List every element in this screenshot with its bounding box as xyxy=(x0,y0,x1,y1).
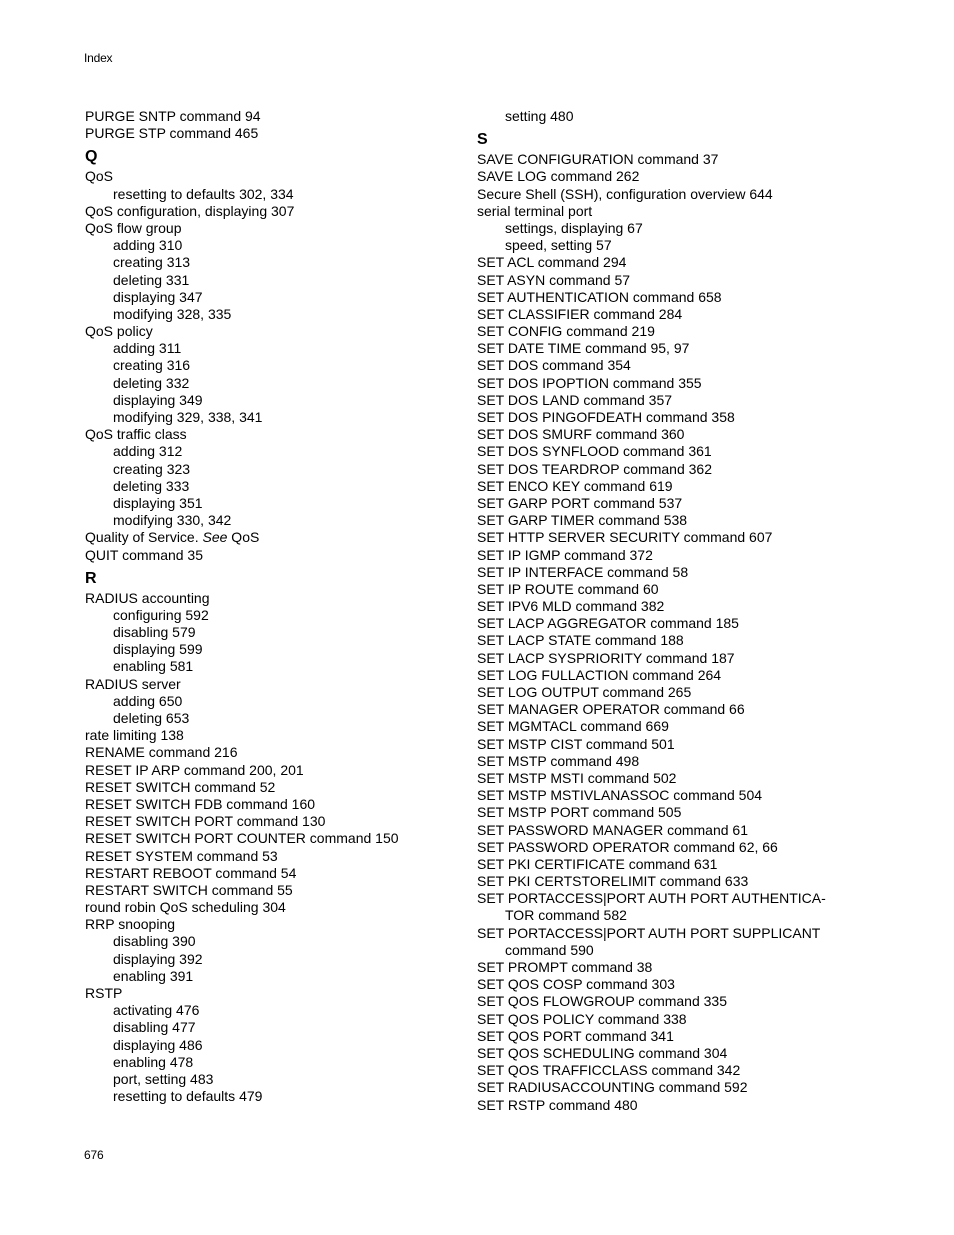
index-entry: SET QOS PORT command 341 xyxy=(477,1027,674,1044)
index-subentry: creating 316 xyxy=(113,357,191,374)
index-entry: SET PORTACCESS|PORT AUTH PORT AUTHENTICA- xyxy=(477,890,826,907)
running-header: Index xyxy=(84,51,113,65)
index-entry: SET MSTP MSTIVLANASSOC command 504 xyxy=(477,787,763,804)
index-entry-text: Quality of Service. xyxy=(85,529,203,546)
index-entry: SET MANAGER OPERATOR command 66 xyxy=(477,701,745,718)
index-entry: QoS xyxy=(85,168,114,185)
see-target: QoS xyxy=(227,529,260,546)
index-subentry: deleting 332 xyxy=(113,374,190,391)
see-word: See xyxy=(202,529,228,546)
index-section-letter: R xyxy=(85,569,97,587)
index-entry: SET MSTP CIST command 501 xyxy=(477,735,675,752)
index-entry: SET DATE TIME command 95, 97 xyxy=(477,340,690,357)
index-subentry: disabling 477 xyxy=(113,1019,196,1036)
index-subentry: modifying 329, 338, 341 xyxy=(113,409,263,425)
index-entry: QoS flow group xyxy=(85,219,182,236)
index-entry: SET PROMPT command 38 xyxy=(477,959,653,975)
index-subentry: deleting 333 xyxy=(113,477,190,494)
index-entry: SET PASSWORD MANAGER command 61 xyxy=(477,821,748,838)
index-entry: RENAME command 216 xyxy=(85,744,238,761)
index-entry: SET LACP AGGREGATOR command 185 xyxy=(477,615,739,632)
index-subentry: adding 312 xyxy=(113,443,183,460)
index-entry: SET MSTP MSTI command 502 xyxy=(477,769,677,786)
index-subentry: adding 311 xyxy=(113,340,182,357)
index-entry: SET RADIUSACCOUNTING command 592 xyxy=(477,1079,748,1096)
index-entry: SET DOS command 354 xyxy=(477,357,631,374)
index-subentry: creating 313 xyxy=(113,254,191,271)
index-entry: SET GARP TIMER command 538 xyxy=(477,512,688,529)
index-entry: SET RSTP command 480 xyxy=(477,1096,638,1113)
index-subentry: displaying 349 xyxy=(113,391,203,408)
index-column-left xyxy=(85,108,465,1105)
index-entry: serial terminal port xyxy=(477,202,593,219)
index-subentry: deleting 331 xyxy=(113,271,190,288)
index-subentry: deleting 653 xyxy=(113,710,190,726)
index-entry: RESTART SWITCH command 55 xyxy=(85,881,293,898)
index-subentry: displaying 392 xyxy=(113,950,203,967)
index-subentry: activating 476 xyxy=(113,1002,200,1019)
index-column-right xyxy=(477,108,877,1114)
index-subentry: adding 310 xyxy=(113,237,183,254)
index-subentry: speed, setting 57 xyxy=(505,237,612,254)
index-subentry: disabling 390 xyxy=(113,933,196,950)
index-subentry: command 590 xyxy=(505,941,594,958)
index-subentry: enabling 478 xyxy=(113,1053,194,1070)
index-subentry: displaying 599 xyxy=(113,641,203,658)
index-entry: RESET IP ARP command 200, 201 xyxy=(85,761,304,778)
index-entry: RRP snooping xyxy=(85,916,176,933)
index-subentry: setting 480 xyxy=(505,108,574,124)
index-entry: QUIT command 35 xyxy=(85,546,204,563)
index-entry: SET QOS SCHEDULING command 304 xyxy=(477,1044,728,1061)
index-entry: SET IP ROUTE command 60 xyxy=(477,580,659,597)
index-entry: SET PASSWORD OPERATOR command 62, 66 xyxy=(477,838,778,855)
index-entry: SET QOS COSP command 303 xyxy=(477,976,675,993)
index-entry: SET IP INTERFACE command 58 xyxy=(477,563,689,580)
index-entry: SET PORTACCESS|PORT AUTH PORT SUPPLICANT xyxy=(477,924,821,941)
index-entry: SET DOS PINGOFDEATH command 358 xyxy=(477,409,735,425)
index-subentry: port, setting 483 xyxy=(113,1070,214,1087)
index-section-letter: Q xyxy=(85,148,98,166)
index-subentry: configuring 592 xyxy=(113,606,209,623)
index-subentry: modifying 330, 342 xyxy=(113,512,232,529)
index-subentry: enabling 581 xyxy=(113,658,194,675)
index-subentry: resetting to defaults 479 xyxy=(113,1088,263,1105)
index-entry: PURGE SNTP command 94 xyxy=(85,108,261,124)
index-entry: SET DOS SMURF command 360 xyxy=(477,426,685,443)
index-entry: SET MSTP command 498 xyxy=(477,752,640,769)
index-entry: rate limiting 138 xyxy=(85,727,184,744)
index-entry: PURGE STP command 465 xyxy=(85,125,259,142)
index-entry: SET CONFIG command 219 xyxy=(477,323,655,340)
index-entry: SET PKI CERTSTORELIMIT command 633 xyxy=(477,873,749,890)
index-entry: RESET SWITCH FDB command 160 xyxy=(85,795,316,812)
index-entry: SET ASYN command 57 xyxy=(477,271,631,288)
index-entry: round robin QoS scheduling 304 xyxy=(85,899,286,916)
index-entry: SAVE LOG command 262 xyxy=(477,168,640,185)
index-entry: RESET SWITCH command 52 xyxy=(85,778,276,795)
index-entry: SET ENCO KEY command 619 xyxy=(477,477,673,494)
index-subentry: disabling 579 xyxy=(113,624,196,641)
index-entry: Secure Shell (SSH), configuration overview 644 xyxy=(477,185,773,202)
index-subentry: creating 323 xyxy=(113,460,191,477)
index-entry: SET HTTP SERVER SECURITY command 607 xyxy=(477,529,773,546)
index-entry: SET ACL command 294 xyxy=(477,254,627,271)
index-entry: QoS configuration, displaying 307 xyxy=(85,202,295,219)
index-entry: SET LOG OUTPUT command 265 xyxy=(477,684,692,700)
index-see-reference xyxy=(85,529,465,546)
index-entry: SET LOG FULLACTION command 264 xyxy=(477,666,722,683)
index-entry: SET DOS SYNFLOOD command 361 xyxy=(477,443,712,460)
index-subentry: enabling 391 xyxy=(113,967,194,984)
index-entry: QoS policy xyxy=(85,323,153,340)
index-entry: SET LACP SYSPRIORITY command 187 xyxy=(477,649,735,666)
index-entry: RESTART REBOOT command 54 xyxy=(85,864,297,881)
index-subentry: settings, displaying 67 xyxy=(505,219,643,236)
index-subentry: displaying 347 xyxy=(113,288,203,305)
index-entry: SET MGMTACL command 669 xyxy=(477,718,669,735)
index-entry: SET PKI CERTIFICATE command 631 xyxy=(477,855,718,872)
index-subentry: adding 650 xyxy=(113,692,183,709)
index-subentry: displaying 351 xyxy=(113,494,203,511)
index-entry: QoS traffic class xyxy=(85,426,187,443)
index-entry: SET DOS LAND command 357 xyxy=(477,391,673,408)
index-entry: RESET SWITCH PORT COUNTER command 150 xyxy=(85,830,399,847)
index-entry: SET AUTHENTICATION command 658 xyxy=(477,288,722,305)
index-entry: RADIUS accounting xyxy=(85,589,210,606)
index-section-letter: S xyxy=(477,131,488,149)
index-entry: SET IP IGMP command 372 xyxy=(477,546,653,563)
index-subentry: resetting to defaults 302, 334 xyxy=(113,185,294,202)
index-subentry: TOR command 582 xyxy=(505,907,627,924)
index-entry: SET QOS POLICY command 338 xyxy=(477,1010,687,1027)
index-subentry: displaying 486 xyxy=(113,1036,203,1053)
index-entry: SET QOS TRAFFICCLASS command 342 xyxy=(477,1062,741,1079)
index-subentry: modifying 328, 335 xyxy=(113,305,232,322)
index-entry: SET DOS IPOPTION command 355 xyxy=(477,374,702,391)
index-entry: SET DOS TEARDROP command 362 xyxy=(477,460,712,477)
index-entry: SET GARP PORT command 537 xyxy=(477,494,683,511)
index-entry: RESET SYSTEM command 53 xyxy=(85,847,278,864)
index-entry: RADIUS server xyxy=(85,675,181,692)
index-entry: SET QOS FLOWGROUP command 335 xyxy=(477,993,728,1010)
index-entry: SET CLASSIFIER command 284 xyxy=(477,305,683,322)
index-entry: RSTP xyxy=(85,985,123,1001)
index-entry: RESET SWITCH PORT command 130 xyxy=(85,813,326,830)
page-number: 676 xyxy=(84,1148,104,1162)
index-entry: SET IPV6 MLD command 382 xyxy=(477,598,665,615)
index-entry: SET LACP STATE command 188 xyxy=(477,632,684,649)
index-entry: SET MSTP PORT command 505 xyxy=(477,804,682,821)
index-entry: SAVE CONFIGURATION command 37 xyxy=(477,151,719,168)
